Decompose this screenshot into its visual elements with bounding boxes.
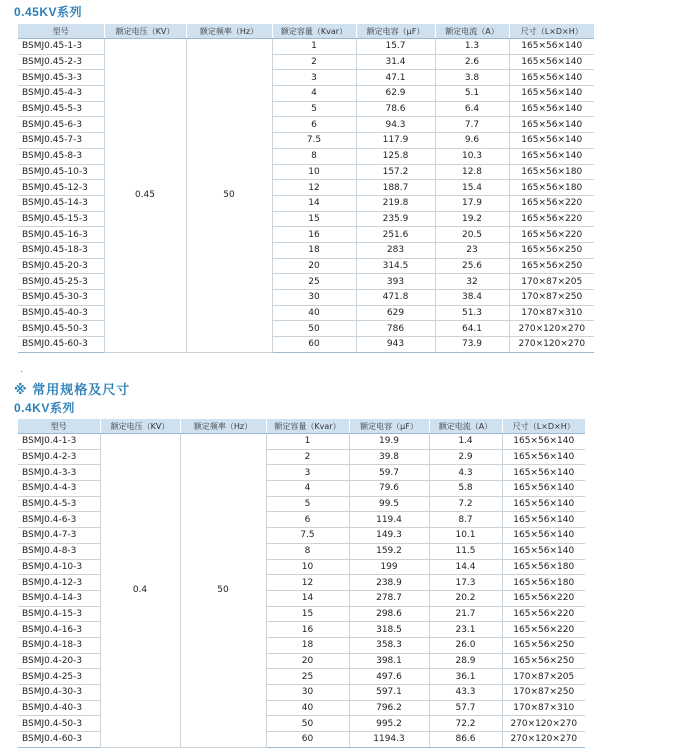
cell-size: 165×56×140 <box>509 54 594 70</box>
cell-capacity: 3 <box>266 465 349 481</box>
cell-size: 165×56×220 <box>509 195 594 211</box>
table-row <box>18 39 594 55</box>
cell-size: 165×56×140 <box>502 449 585 465</box>
cell-capacity: 1 <box>266 434 349 450</box>
cell-current: 23.1 <box>429 622 502 638</box>
cell-size: 170×87×205 <box>509 274 594 290</box>
cell-capacitance: 59.7 <box>349 465 429 481</box>
cell-model: BSMJ0.4-30-3 <box>18 685 100 701</box>
cell-capacitance: 119.4 <box>349 512 429 528</box>
cell-model: BSMJ0.45-20-3 <box>18 258 104 274</box>
cell-model: BSMJ0.4-25-3 <box>18 669 100 685</box>
column-header: 额定频率（Hz） <box>180 419 266 434</box>
cell-capacitance: 199 <box>349 559 429 575</box>
cell-capacity: 7.5 <box>266 528 349 544</box>
cell-capacity: 25 <box>266 669 349 685</box>
cell-model: BSMJ0.4-15-3 <box>18 606 100 622</box>
cell-current: 1.4 <box>429 434 502 450</box>
cell-model: BSMJ0.45-25-3 <box>18 274 104 290</box>
cell-current: 11.5 <box>429 543 502 559</box>
cell-size: 165×56×140 <box>509 86 594 102</box>
cell-current: 15.4 <box>435 180 509 196</box>
cell-size: 165×56×140 <box>502 512 585 528</box>
cell-capacity: 8 <box>272 148 356 164</box>
cell-current: 32 <box>435 274 509 290</box>
cell-size: 165×56×140 <box>509 148 594 164</box>
cell-capacitance: 19.9 <box>349 434 429 450</box>
cell-size: 165×56×140 <box>509 101 594 117</box>
cell-size: 165×56×180 <box>502 575 585 591</box>
cell-capacity: 16 <box>272 227 356 243</box>
cell-capacitance: 497.6 <box>349 669 429 685</box>
cell-model: BSMJ0.4-1-3 <box>18 434 100 450</box>
cell-capacity: 30 <box>272 290 356 306</box>
cell-capacitance: 31.4 <box>356 54 435 70</box>
cell-capacitance: 125.8 <box>356 148 435 164</box>
cell-capacity: 6 <box>272 117 356 133</box>
cell-capacitance: 39.8 <box>349 449 429 465</box>
cell-size: 165×56×140 <box>509 133 594 149</box>
cell-capacitance: 393 <box>356 274 435 290</box>
cell-model: BSMJ0.45-12-3 <box>18 180 104 196</box>
cell-capacitance: 15.7 <box>356 39 435 55</box>
cell-current: 73.9 <box>435 337 509 353</box>
column-header: 额定容量（Kvar） <box>272 24 356 39</box>
cell-model: BSMJ0.45-7-3 <box>18 133 104 149</box>
cell-current: 2.9 <box>429 449 502 465</box>
cell-current: 12.8 <box>435 164 509 180</box>
section-heading: ※ 常用规格及尺寸 <box>14 382 131 397</box>
cell-capacity: 12 <box>272 180 356 196</box>
cell-capacity: 20 <box>266 653 349 669</box>
cell-capacitance: 188.7 <box>356 180 435 196</box>
cell-capacitance: 251.6 <box>356 227 435 243</box>
cell-model: BSMJ0.45-2-3 <box>18 54 104 70</box>
cell-capacity: 3 <box>272 70 356 86</box>
cell-voltage: 0.4 <box>100 434 180 748</box>
cell-model: BSMJ0.4-16-3 <box>18 622 100 638</box>
cell-size: 165×56×250 <box>509 258 594 274</box>
cell-model: BSMJ0.45-18-3 <box>18 242 104 258</box>
cell-capacitance: 157.2 <box>356 164 435 180</box>
cell-frequency: 50 <box>186 39 272 353</box>
cell-current: 38.4 <box>435 290 509 306</box>
cell-current: 86.6 <box>429 732 502 748</box>
cell-capacity: 5 <box>272 101 356 117</box>
cell-size: 170×87×250 <box>509 290 594 306</box>
cell-capacity: 18 <box>266 637 349 653</box>
cell-size: 165×56×140 <box>509 39 594 55</box>
cell-current: 20.2 <box>429 590 502 606</box>
cell-model: BSMJ0.45-8-3 <box>18 148 104 164</box>
cell-model: BSMJ0.45-50-3 <box>18 321 104 337</box>
cell-current: 64.1 <box>435 321 509 337</box>
cell-capacitance: 219.8 <box>356 195 435 211</box>
cell-current: 3.8 <box>435 70 509 86</box>
cell-capacitance: 358.3 <box>349 637 429 653</box>
spec-table-045kv <box>18 24 594 353</box>
cell-size: 165×56×140 <box>502 434 585 450</box>
cell-size: 165×56×220 <box>502 606 585 622</box>
cell-capacitance: 597.1 <box>349 685 429 701</box>
cell-model: BSMJ0.45-14-3 <box>18 195 104 211</box>
cell-capacitance: 94.3 <box>356 117 435 133</box>
cell-model: BSMJ0.4-2-3 <box>18 449 100 465</box>
cell-capacity: 40 <box>266 700 349 716</box>
cell-current: 7.7 <box>435 117 509 133</box>
cell-model: BSMJ0.45-10-3 <box>18 164 104 180</box>
cell-model: BSMJ0.4-4-3 <box>18 481 100 497</box>
cell-capacity: 8 <box>266 543 349 559</box>
cell-model: BSMJ0.4-40-3 <box>18 700 100 716</box>
cell-capacitance: 471.8 <box>356 290 435 306</box>
cell-model: BSMJ0.4-18-3 <box>18 637 100 653</box>
cell-size: 165×56×140 <box>502 496 585 512</box>
column-header: 尺寸（L×D×H） <box>509 24 594 39</box>
cell-size: 165×56×140 <box>509 117 594 133</box>
cell-capacitance: 796.2 <box>349 700 429 716</box>
cell-size: 170×87×310 <box>502 700 585 716</box>
cell-size: 165×56×140 <box>502 481 585 497</box>
cell-model: BSMJ0.45-5-3 <box>18 101 104 117</box>
cell-model: BSMJ0.4-6-3 <box>18 512 100 528</box>
cell-voltage: 0.45 <box>104 39 186 353</box>
column-header: 额定电压（KV） <box>104 24 186 39</box>
cell-capacity: 50 <box>266 716 349 732</box>
cell-capacitance: 298.6 <box>349 606 429 622</box>
cell-capacitance: 943 <box>356 337 435 353</box>
cell-size: 165×56×250 <box>502 653 585 669</box>
cell-capacity: 30 <box>266 685 349 701</box>
series-045-title: 0.45KV系列 <box>14 5 83 19</box>
cell-model: BSMJ0.4-60-3 <box>18 732 100 748</box>
cell-current: 1.3 <box>435 39 509 55</box>
cell-current: 6.4 <box>435 101 509 117</box>
cell-capacitance: 283 <box>356 242 435 258</box>
column-header: 额定电容（μF） <box>349 419 429 434</box>
cell-capacity: 16 <box>266 622 349 638</box>
cell-size: 165×56×180 <box>509 180 594 196</box>
cell-capacity: 50 <box>272 321 356 337</box>
cell-model: BSMJ0.45-40-3 <box>18 305 104 321</box>
cell-current: 20.5 <box>435 227 509 243</box>
cell-capacitance: 314.5 <box>356 258 435 274</box>
cell-capacity: 15 <box>272 211 356 227</box>
cell-model: BSMJ0.4-14-3 <box>18 590 100 606</box>
column-header: 额定电容（μF） <box>356 24 435 39</box>
cell-capacity: 5 <box>266 496 349 512</box>
cell-capacity: 14 <box>266 590 349 606</box>
cell-model: BSMJ0.4-5-3 <box>18 496 100 512</box>
cell-current: 7.2 <box>429 496 502 512</box>
cell-capacitance: 995.2 <box>349 716 429 732</box>
cell-current: 10.3 <box>435 148 509 164</box>
cell-current: 5.8 <box>429 481 502 497</box>
cell-model: BSMJ0.4-7-3 <box>18 528 100 544</box>
cell-model: BSMJ0.45-60-3 <box>18 337 104 353</box>
cell-current: 5.1 <box>435 86 509 102</box>
cell-capacitance: 117.9 <box>356 133 435 149</box>
cell-capacity: 10 <box>272 164 356 180</box>
cell-size: 165×56×140 <box>502 465 585 481</box>
cell-current: 43.3 <box>429 685 502 701</box>
column-header: 型号 <box>18 24 104 39</box>
cell-current: 17.9 <box>435 195 509 211</box>
cell-capacity: 14 <box>272 195 356 211</box>
cell-model: BSMJ0.45-16-3 <box>18 227 104 243</box>
column-header: 额定电流（A） <box>429 419 502 434</box>
cell-current: 72.2 <box>429 716 502 732</box>
cell-model: BSMJ0.45-30-3 <box>18 290 104 306</box>
cell-size: 165×56×250 <box>502 637 585 653</box>
cell-capacity: 60 <box>272 337 356 353</box>
cell-capacity: 2 <box>272 54 356 70</box>
cell-current: 19.2 <box>435 211 509 227</box>
cell-current: 10.1 <box>429 528 502 544</box>
cell-capacitance: 149.3 <box>349 528 429 544</box>
column-header: 额定频率（Hz） <box>186 24 272 39</box>
cell-capacitance: 235.9 <box>356 211 435 227</box>
cell-size: 165×56×220 <box>509 227 594 243</box>
cell-capacity: 15 <box>266 606 349 622</box>
cell-model: BSMJ0.4-20-3 <box>18 653 100 669</box>
cell-capacity: 4 <box>272 86 356 102</box>
cell-current: 2.6 <box>435 54 509 70</box>
cell-capacity: 10 <box>266 559 349 575</box>
cell-capacity: 7.5 <box>272 133 356 149</box>
cell-size: 165×56×250 <box>509 242 594 258</box>
column-header: 型号 <box>18 419 100 434</box>
separator-dot: . <box>20 364 23 375</box>
cell-capacitance: 99.5 <box>349 496 429 512</box>
column-header: 额定电流（A） <box>435 24 509 39</box>
table-row <box>18 434 585 450</box>
cell-capacitance: 47.1 <box>356 70 435 86</box>
cell-model: BSMJ0.45-1-3 <box>18 39 104 55</box>
cell-capacity: 4 <box>266 481 349 497</box>
cell-model: BSMJ0.4-50-3 <box>18 716 100 732</box>
cell-current: 21.7 <box>429 606 502 622</box>
cell-capacitance: 786 <box>356 321 435 337</box>
cell-capacity: 1 <box>272 39 356 55</box>
cell-size: 165×56×220 <box>502 590 585 606</box>
cell-model: BSMJ0.45-4-3 <box>18 86 104 102</box>
column-header: 额定电压（KV） <box>100 419 180 434</box>
column-header: 额定容量（Kvar） <box>266 419 349 434</box>
cell-capacitance: 278.7 <box>349 590 429 606</box>
cell-model: BSMJ0.45-6-3 <box>18 117 104 133</box>
column-header: 尺寸（L×D×H） <box>502 419 585 434</box>
cell-current: 36.1 <box>429 669 502 685</box>
cell-capacitance: 159.2 <box>349 543 429 559</box>
table-header-row <box>18 419 585 434</box>
cell-size: 170×87×205 <box>502 669 585 685</box>
cell-size: 165×56×140 <box>502 543 585 559</box>
cell-model: BSMJ0.45-3-3 <box>18 70 104 86</box>
cell-capacity: 18 <box>272 242 356 258</box>
cell-size: 270×120×270 <box>509 337 594 353</box>
cell-current: 51.3 <box>435 305 509 321</box>
cell-model: BSMJ0.4-3-3 <box>18 465 100 481</box>
cell-size: 165×56×140 <box>509 70 594 86</box>
cell-capacitance: 629 <box>356 305 435 321</box>
cell-model: BSMJ0.4-10-3 <box>18 559 100 575</box>
cell-capacity: 6 <box>266 512 349 528</box>
cell-current: 57.7 <box>429 700 502 716</box>
cell-current: 14.4 <box>429 559 502 575</box>
cell-capacitance: 398.1 <box>349 653 429 669</box>
cell-current: 9.6 <box>435 133 509 149</box>
cell-capacitance: 62.9 <box>356 86 435 102</box>
cell-model: BSMJ0.45-15-3 <box>18 211 104 227</box>
cell-current: 8.7 <box>429 512 502 528</box>
cell-size: 165×56×180 <box>502 559 585 575</box>
cell-current: 17.3 <box>429 575 502 591</box>
cell-capacity: 20 <box>272 258 356 274</box>
cell-size: 170×87×310 <box>509 305 594 321</box>
cell-capacitance: 78.6 <box>356 101 435 117</box>
table-header-row <box>18 24 594 39</box>
cell-model: BSMJ0.4-12-3 <box>18 575 100 591</box>
cell-capacity: 40 <box>272 305 356 321</box>
cell-capacitance: 79.6 <box>349 481 429 497</box>
cell-capacitance: 1194.3 <box>349 732 429 748</box>
cell-size: 165×56×140 <box>502 528 585 544</box>
cell-current: 26.0 <box>429 637 502 653</box>
series-04-title: 0.4KV系列 <box>14 401 75 415</box>
cell-size: 270×120×270 <box>502 716 585 732</box>
cell-size: 165×56×220 <box>509 211 594 227</box>
cell-current: 25.6 <box>435 258 509 274</box>
cell-capacitance: 318.5 <box>349 622 429 638</box>
cell-current: 28.9 <box>429 653 502 669</box>
cell-size: 270×120×270 <box>502 732 585 748</box>
cell-capacity: 25 <box>272 274 356 290</box>
cell-size: 165×56×180 <box>509 164 594 180</box>
cell-capacitance: 238.9 <box>349 575 429 591</box>
spec-table-04kv <box>18 419 585 748</box>
cell-size: 270×120×270 <box>509 321 594 337</box>
cell-model: BSMJ0.4-8-3 <box>18 543 100 559</box>
cell-capacity: 60 <box>266 732 349 748</box>
cell-capacity: 12 <box>266 575 349 591</box>
cell-frequency: 50 <box>180 434 266 748</box>
cell-capacity: 2 <box>266 449 349 465</box>
cell-current: 23 <box>435 242 509 258</box>
cell-size: 165×56×220 <box>502 622 585 638</box>
cell-current: 4.3 <box>429 465 502 481</box>
cell-size: 170×87×250 <box>502 685 585 701</box>
